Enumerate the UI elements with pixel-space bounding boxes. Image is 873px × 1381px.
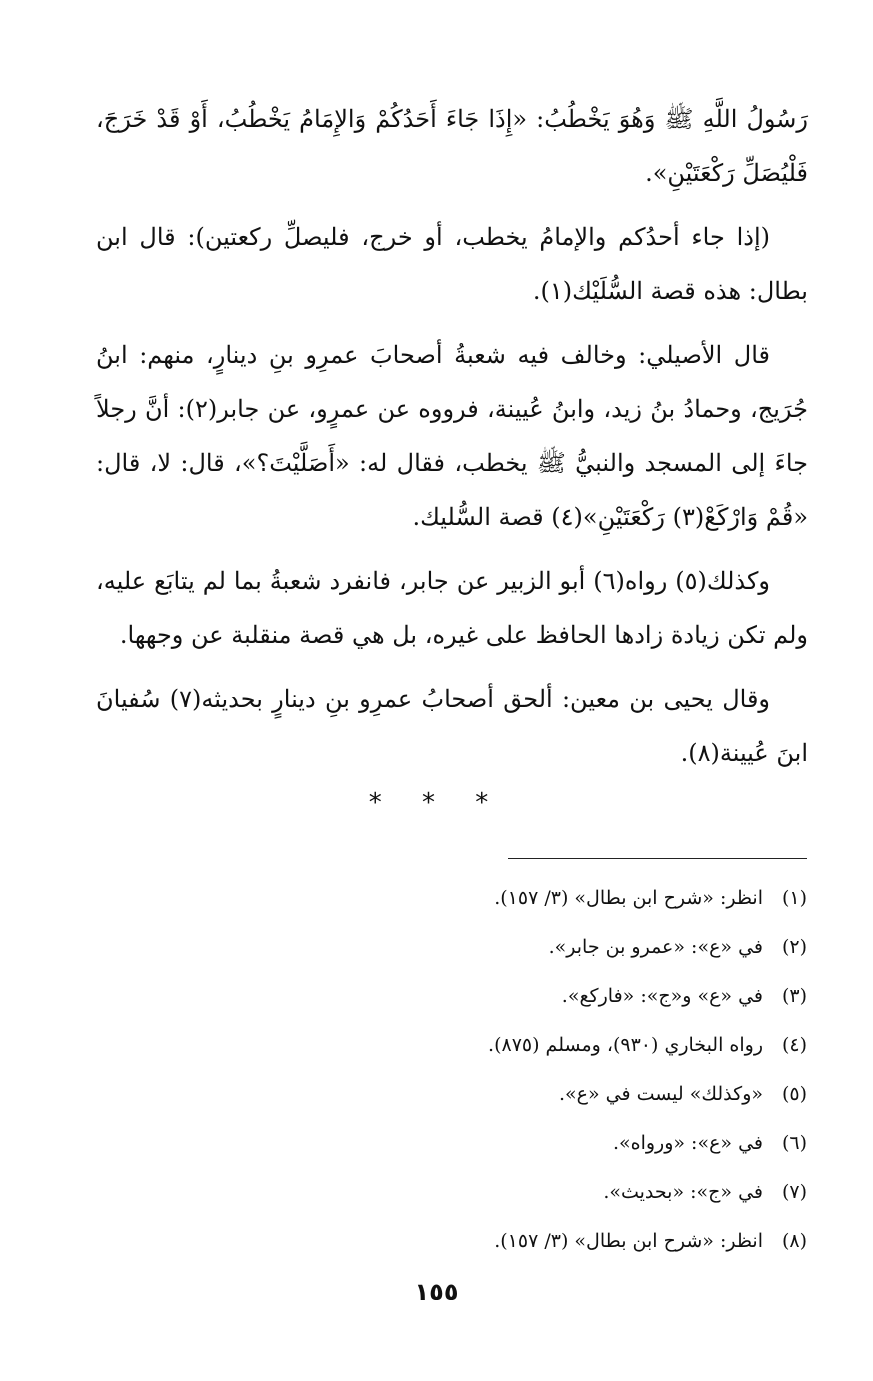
footnote-text: في «ع» و«ج»: «فاركع». (561, 985, 763, 1007)
footnote-text: رواه البخاري (٩٣٠)، ومسلم (٨٧٥). (488, 1034, 763, 1056)
footnote-divider (508, 858, 807, 859)
section-separator: * * * (368, 788, 505, 818)
footnote-item (107, 1070, 807, 1119)
footnote-text: انظر: «شرح ابن بطال» (٣/ ١٥٧). (494, 887, 763, 909)
footnote-item (107, 1217, 807, 1266)
page-number: ١٥٥ (414, 1278, 459, 1306)
footnote-item (107, 1119, 807, 1168)
footnotes-list (107, 874, 807, 1266)
paragraph-commentary-ibn-battal: (إذا جاء أحدُكم والإمامُ يخطب، أو خرج، فليصلِّ ركعتين): قال ابن بطال: هذه قصة السُّلَيْك(١). (96, 223, 808, 305)
footnote-text: في «ع»: «ورواه». (612, 1132, 763, 1154)
footnote-text: انظر: «شرح ابن بطال» (٣/ ١٥٧). (494, 1230, 763, 1252)
main-text (96, 92, 808, 790)
footnote-text: «وكذلك» ليست في «ع». (558, 1083, 763, 1105)
footnote-number: (٢) (781, 936, 807, 958)
footnote-number: (٨) (781, 1230, 807, 1252)
footnote-number: (٧) (781, 1181, 807, 1203)
paragraph-hadith-text: رَسُولُ اللَّهِ ﷺ وَهُوَ يَخْطُبُ: «إِذَا جَاءَ أَحَدُكُمْ وَالإِمَامُ يَخْطُبُ، أَوْ قَدْ خَرَجَ، فَلْيُصَلِّ رَكْعَتَيْنِ». (96, 105, 808, 187)
paragraph-commentary-abu-zubair: وكذلك(٥) رواه(٦) أبو الزبير عن جابر، فانفرد شعبةُ بما لم يتابَع عليه، ولم تكن زيادة زادها الحافظ على غيره، بل هي قصة منقلبة عن وجهها. (96, 567, 808, 649)
footnote-number: (١) (781, 887, 807, 909)
footnote-number: (٦) (781, 1132, 807, 1154)
paragraph-commentary-ibn-main: وقال يحيى بن معين: ألحق أصحابُ عمرِو بنِ دينارٍ بحديثه(٧) سُفيانَ ابنَ عُيينة(٨). (96, 685, 808, 767)
footnote-text: في «ج»: «بحديث». (603, 1181, 763, 1203)
paragraph-commentary-asili: قال الأصيلي: وخالف فيه شعبةُ أصحابَ عمرِو بنِ دينارٍ، منهم: ابنُ جُرَيج، وحمادُ بنُ زيد، وابنُ عُيينة، فرووه عن عمرٍو، عن جابر(٢): أنَّ رجلاً جاءَ إلى المسجد والنبيُّ ﷺ يخطب، فقال له: «أَصَلَّيْتَ؟»، قال: لا، قال: «قُمْ وَارْكَعْ(٣) رَكْعَتَيْنِ»(٤) قصة السُّليك. (96, 341, 808, 531)
footnote-number: (٣) (781, 985, 807, 1007)
footnote-number: (٤) (781, 1034, 807, 1056)
footnote-number: (٥) (781, 1083, 807, 1105)
footnote-text: في «ع»: «عمرو بن جابر». (548, 936, 763, 958)
footnote-item (107, 972, 807, 1021)
footnote-item (107, 1168, 807, 1217)
footnote-item (107, 1021, 807, 1070)
footnote-item (107, 923, 807, 972)
footnote-item (107, 874, 807, 923)
